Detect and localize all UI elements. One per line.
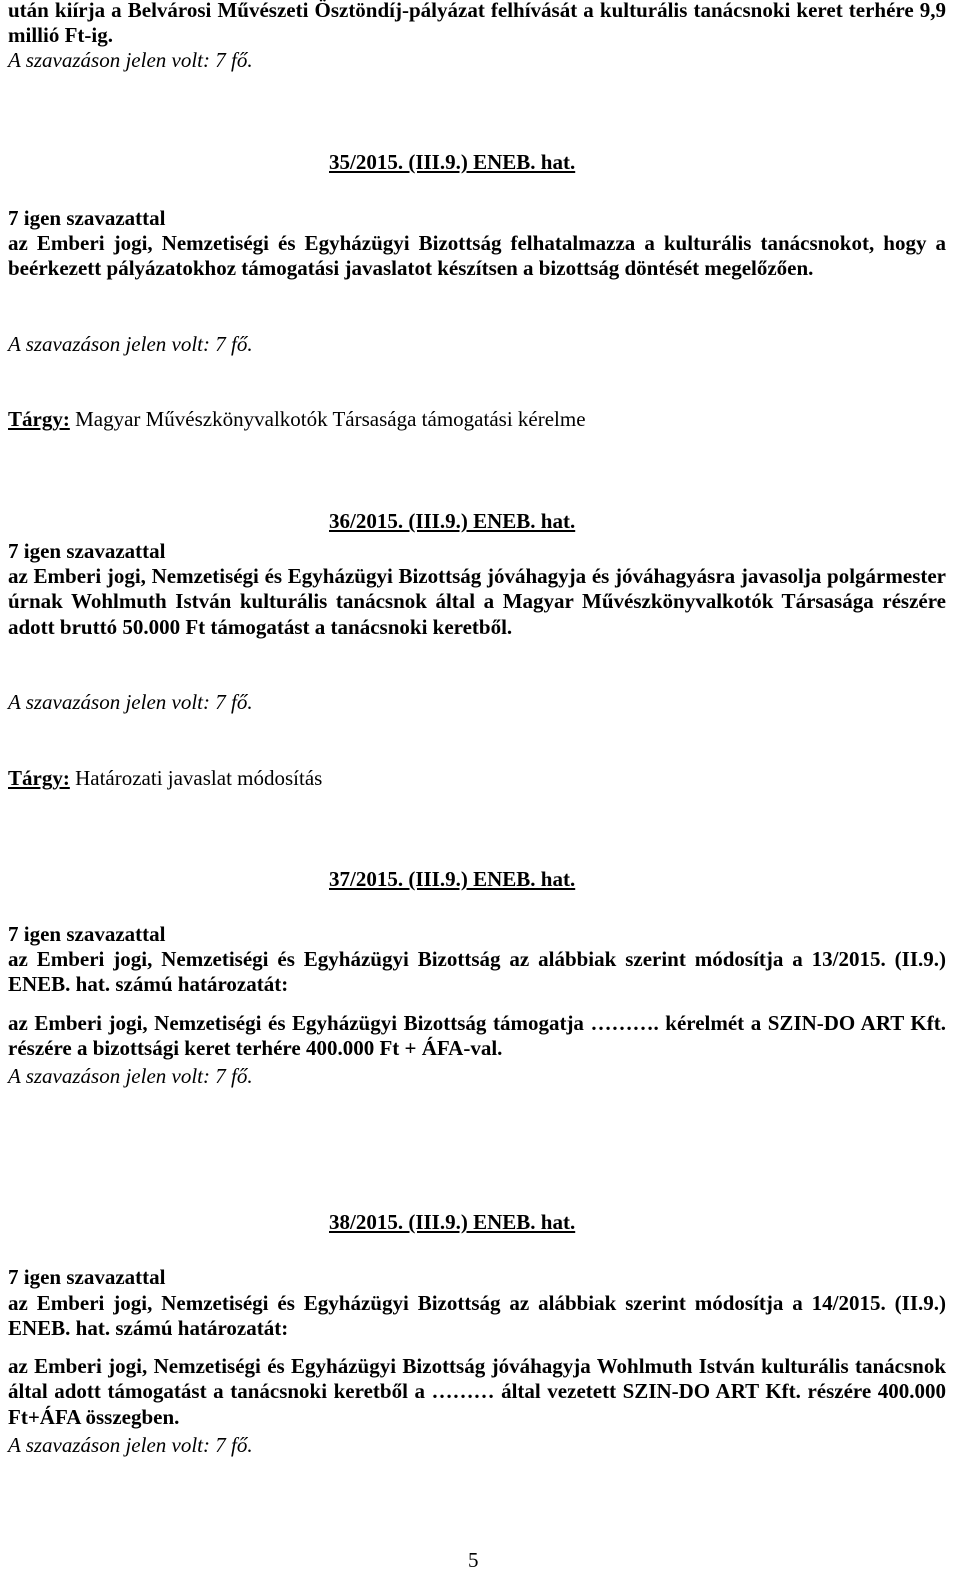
subject-2-text: Határozati javaslat módosítás [75, 766, 323, 790]
intro-attendance: A szavazáson jelen volt: 7 fő. [8, 48, 253, 72]
resolution-38-body-2: az Emberi jogi, Nemzetiségi és Egyházügyi Bizottság jóváhagyja Wohlmuth István kulturális tanácsnok által adott támogatást a tanácsnoki keretből a ……… által vezetett SZIN-DO ART Kft. részére 400.000 Ft+ÁFA összegben. [8, 1354, 946, 1429]
resolution-37-votes: 7 igen szavazattal [8, 922, 166, 946]
resolution-36-body: az Emberi jogi, Nemzetiségi és Egyházügyi Bizottság jóváhagyja és jóváhagyásra javasolja polgármester úrnak Wohlmuth István kulturális tanácsnok által a Magyar Művészkönyvalkotók Társasága részére adott bruttó 50.000 Ft támogatást a tanácsnoki keretből. [8, 564, 946, 639]
intro-text: után kiírja a Belvárosi Művészeti Ösztöndíj-pályázat felhívását a kulturális tanácsnoki keret terhére 9,9 millió Ft-ig. [8, 0, 946, 48]
subject-1 [8, 407, 586, 432]
resolution-37-body-2: az Emberi jogi, Nemzetiségi és Egyházügyi Bizottság támogatja ………. kérelmét a SZIN-DO ART Kft. részére a bizottsági keret terhére 400.000 Ft + ÁFA-val. [8, 1011, 946, 1061]
subject-1-text: Magyar Művészkönyvalkotók Társasága támogatási kérelme [75, 407, 586, 431]
resolution-35-attendance: A szavazáson jelen volt: 7 fő. [8, 332, 253, 356]
resolution-36-votes: 7 igen szavazattal [8, 539, 166, 563]
resolution-38-votes: 7 igen szavazattal [8, 1265, 166, 1289]
subject-1-label: Tárgy: [8, 407, 70, 431]
subject-2 [8, 766, 322, 791]
resolution-37-number: 37/2015. (III.9.) ENEB. hat. [329, 867, 576, 891]
resolution-38-number: 38/2015. (III.9.) ENEB. hat. [329, 1210, 576, 1234]
page-number: 5 [468, 1548, 479, 1572]
resolution-35-number: 35/2015. (III.9.) ENEB. hat. [329, 150, 576, 174]
resolution-36-number: 36/2015. (III.9.) ENEB. hat. [329, 509, 576, 533]
resolution-36-attendance: A szavazáson jelen volt: 7 fő. [8, 690, 253, 714]
resolution-38-attendance: A szavazáson jelen volt: 7 fő. [8, 1433, 253, 1457]
resolution-37-body: az Emberi jogi, Nemzetiségi és Egyházügyi Bizottság az alábbiak szerint módosítja a 13/2015. (II.9.) ENEB. hat. számú határozatát: [8, 947, 946, 997]
resolution-38-body: az Emberi jogi, Nemzetiségi és Egyházügyi Bizottság az alábbiak szerint módosítja a 14/2015. (II.9.) ENEB. hat. számú határozatát: [8, 1291, 946, 1341]
resolution-37-attendance: A szavazáson jelen volt: 7 fő. [8, 1064, 253, 1088]
subject-2-label: Tárgy: [8, 766, 70, 790]
resolution-35-votes: 7 igen szavazattal [8, 206, 166, 230]
resolution-35-body: az Emberi jogi, Nemzetiségi és Egyházügyi Bizottság felhatalmazza a kulturális tanácsnokot, hogy a beérkezett pályázatokhoz támogatási javaslatot készítsen a bizottság döntését megelőzően. [8, 231, 946, 281]
